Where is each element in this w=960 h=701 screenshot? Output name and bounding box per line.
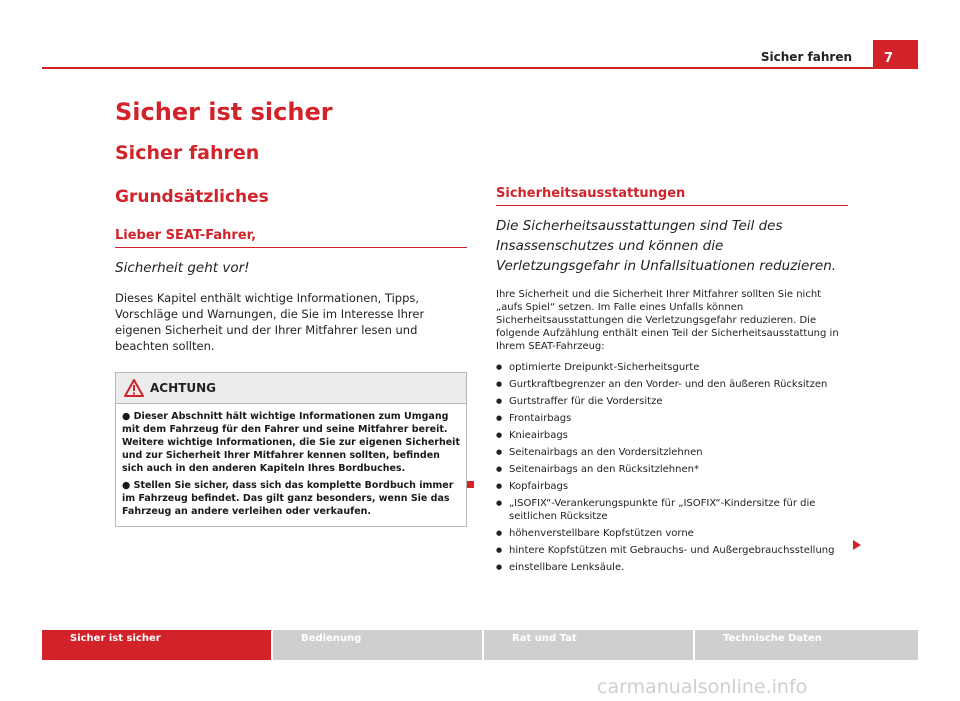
safety-features-list bbox=[496, 361, 848, 574]
list-item: ● Gurtkraftbegrenzer an den Vorder- und den äußeren Rücksitzen bbox=[496, 378, 848, 391]
warning-box bbox=[115, 372, 467, 527]
left-lead: Sicherheit geht vor! bbox=[115, 260, 250, 276]
right-lead: Die Sicherheitsausstattungen sind Teil des Insassenschutzes und können die Verletzungsgefahr in Unfallsituationen reduzieren. bbox=[496, 218, 837, 274]
continue-arrow-icon bbox=[853, 540, 861, 550]
list-item: ● hintere Kopfstützen mit Gebrauchs- und Außergebrauchsstellung bbox=[496, 544, 848, 557]
list-item: ● optimierte Dreipunkt-Sicherheitsgurte bbox=[496, 361, 848, 374]
list-item: ● Seitenairbags an den Vordersitzlehnen bbox=[496, 446, 848, 459]
left-body: Dieses Kapitel enthält wichtige Informationen, Tipps, Vorschläge und Warnungen, die Sie im Interesse Ihrer eigenen Sicherheit und der Ihrer Mitfahrer lesen und beachten sollten. bbox=[115, 291, 425, 353]
warning-item: ● Stellen Sie sicher, dass sich das komplette Bordbuch immer im Fahrzeug befindet. Das gilt ganz besonders, wenn Sie das Fahrzeug an andere verleihen oder verkaufen. bbox=[122, 480, 454, 517]
list-item: ● Gurtstraffer für die Vordersitze bbox=[496, 395, 848, 408]
footer-tab-bedienung[interactable]: Bedienung bbox=[273, 630, 484, 660]
left-column bbox=[115, 228, 467, 527]
list-item: ● Frontairbags bbox=[496, 412, 848, 425]
warning-header bbox=[116, 373, 466, 404]
right-body: Ihre Sicherheit und die Sicherheit Ihrer Mitfahrer sollten Sie nicht „aufs Spiel“ setzen. Im Falle eines Unfalls können Sicherheitsausstattungen die Verletzungsgefahr reduzieren. Die folgende Aufzählung enthält einen Teil der Sicherheitsausstattung in Ihrem SEAT-Fahrzeug: bbox=[496, 289, 839, 352]
list-item: ● höhenverstellbare Kopfstützen vorne bbox=[496, 527, 848, 540]
running-header: Sicher fahren bbox=[760, 50, 852, 64]
watermark: carmanualsonline.info bbox=[597, 676, 808, 698]
section-end-marker bbox=[467, 481, 474, 488]
right-heading: Sicherheitsausstattungen bbox=[496, 186, 848, 206]
header-rule bbox=[42, 67, 918, 69]
list-item: ● Kopfairbags bbox=[496, 480, 848, 493]
subsection-title: Grundsätzliches bbox=[115, 187, 269, 207]
warning-title: ACHTUNG bbox=[150, 381, 216, 395]
list-item: ● Knieairbags bbox=[496, 429, 848, 442]
warning-item: ● Dieser Abschnitt hält wichtige Informationen zum Umgang mit dem Fahrzeug für den Fahrer und seine Mitfahrer bereit. Weitere wichtige Informationen, die Sie zur eigenen Sicherheit und zur Sicherheit Ihrer Mitfahrer kennen sollten, befinden sich auch in den anderen Kapiteln Ihres Bordbuches. bbox=[122, 411, 460, 474]
page-number: 7 bbox=[873, 40, 918, 67]
list-item: ● „ISOFIX“-Verankerungspunkte für „ISOFIX“-Kindersitze für die seitlichen Rücksitze bbox=[496, 497, 848, 523]
footer-tab-rat-und-tat[interactable]: Rat und Tat bbox=[484, 630, 695, 660]
section-title: Sicher fahren bbox=[115, 142, 260, 164]
list-item: ● Seitenairbags an den Rücksitzlehnen* bbox=[496, 463, 848, 476]
footer-tab-technische-daten[interactable]: Technische Daten bbox=[695, 630, 918, 660]
right-column bbox=[496, 186, 848, 578]
footer-tab-sicher[interactable]: Sicher ist sicher bbox=[42, 630, 273, 660]
warning-triangle-icon bbox=[124, 379, 144, 397]
chapter-title: Sicher ist sicher bbox=[115, 98, 333, 126]
list-item: ● einstellbare Lenksäule. bbox=[496, 561, 848, 574]
left-heading: Lieber SEAT-Fahrer, bbox=[115, 228, 467, 248]
footer-nav bbox=[42, 630, 918, 660]
